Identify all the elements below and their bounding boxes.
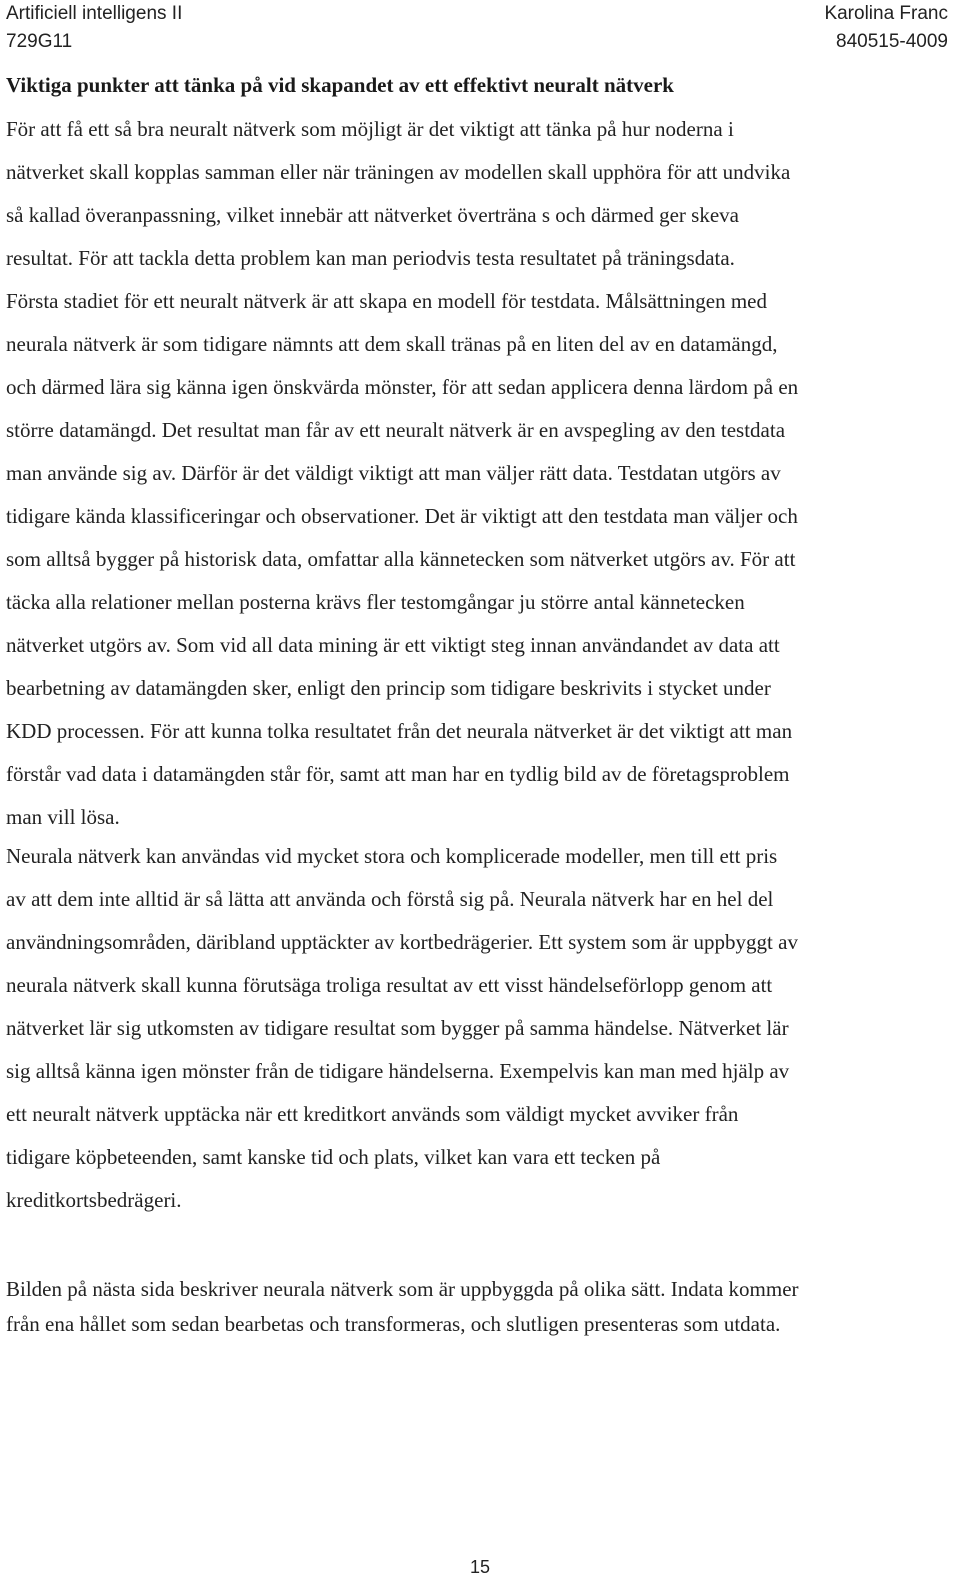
text-line: större datamängd. Det resultat man får av ett neuralt nätverk är en avspegling av den testdata xyxy=(6,418,786,442)
header-right xyxy=(824,0,948,56)
paragraph-1 xyxy=(6,108,951,839)
text-line: man vill lösa. xyxy=(6,805,120,829)
section-heading: Viktiga punkter att tänka på vid skapandet av ett effektivt neuralt nätverk xyxy=(6,73,674,97)
header-left xyxy=(6,0,182,56)
text-line: Bilden på nästa sida beskriver neurala nätverk som är uppbyggda på olika sätt. Indata kommer xyxy=(6,1277,799,1301)
text-line: nätverket utgörs av. Som vid all data mining är ett viktigt steg innan användandet av data att xyxy=(6,633,780,657)
text-line: sig alltså känna igen mönster från de tidigare händelserna. Exempelvis kan man med hjälp av xyxy=(6,1059,790,1083)
text-line: neurala nätverk skall kunna förutsäga troliga resultat av ett visst händelseförlopp genom att xyxy=(6,973,773,997)
author-name: Karolina Franc xyxy=(824,3,948,24)
course-code: 729G11 xyxy=(6,31,73,52)
text-line: resultat. För att tackla detta problem kan man periodvis testa resultatet på träningsdata. xyxy=(6,246,735,270)
paragraph-3 xyxy=(6,1272,951,1342)
text-line: så kallad överanpassning, vilket innebär att nätverket överträna s och därmed ger skeva xyxy=(6,203,739,227)
text-line: tidigare köpbeteenden, samt kanske tid och plats, vilket kan vara ett tecken på xyxy=(6,1145,661,1169)
paragraph-2 xyxy=(6,835,951,1222)
text-line: förstår vad data i datamängden står för, samt att man har en tydlig bild av de företagsproblem xyxy=(6,762,790,786)
text-line: tidigare kända klassificeringar och observationer. Det är viktigt att den testdata man väljer och xyxy=(6,504,798,528)
text-line: Neurala nätverk kan användas vid mycket stora och komplicerade modeller, men till ett pris xyxy=(6,844,778,868)
author-id: 840515-4009 xyxy=(836,31,948,52)
text-line: ett neuralt nätverk upptäcka när ett kreditkort används som väldigt mycket avviker från xyxy=(6,1102,739,1126)
text-line: nätverket skall kopplas samman eller när träningen av modellen skall upphöra för att undvika xyxy=(6,160,791,184)
text-line: och därmed lära sig känna igen önskvärda mönster, för att sedan applicera denna lärdom på en xyxy=(6,375,799,399)
text-line: bearbetning av datamängden sker, enligt den princip som tidigare beskrivits i stycket under xyxy=(6,676,771,700)
text-line: För att få ett så bra neuralt nätverk som möjligt är det viktigt att tänka på hur noderna i xyxy=(6,117,734,141)
text-line: nätverket lär sig utkomsten av tidigare resultat som bygger på samma händelse. Nätverket lär xyxy=(6,1016,789,1040)
text-line: användningsområden, däribland upptäckter av kortbedrägerier. Ett system som är uppbyggt av xyxy=(6,930,798,954)
text-line: KDD processen. För att kunna tolka resultatet från det neurala nätverket är det viktigt att man xyxy=(6,719,793,743)
text-line: kreditkortsbedrägeri. xyxy=(6,1188,182,1212)
text-line: som alltså bygger på historisk data, omfattar alla kännetecken som nätverket utgörs av. För att xyxy=(6,547,796,571)
text-line: Första stadiet för ett neuralt nätverk är att skapa en modell för testdata. Målsättningen med xyxy=(6,289,768,313)
page-number: 15 xyxy=(469,1557,491,1577)
course-title: Artificiell intelligens II xyxy=(6,3,183,24)
text-line: neurala nätverk är som tidigare nämnts att dem skall tränas på en liten del av en datamängd, xyxy=(6,332,778,356)
text-line: man använde sig av. Därför är det väldigt viktigt att man väljer rätt data. Testdatan utgörs av xyxy=(6,461,781,485)
text-line: täcka alla relationer mellan posterna krävs fler testomgångar ju större antal kännetecken xyxy=(6,590,745,614)
text-line: av att dem inte alltid är så lätta att använda och förstå sig på. Neurala nätverk har en hel del xyxy=(6,887,774,911)
text-line: från ena hållet som sedan bearbetas och transformeras, och slutligen presenteras som utdata. xyxy=(6,1312,781,1336)
